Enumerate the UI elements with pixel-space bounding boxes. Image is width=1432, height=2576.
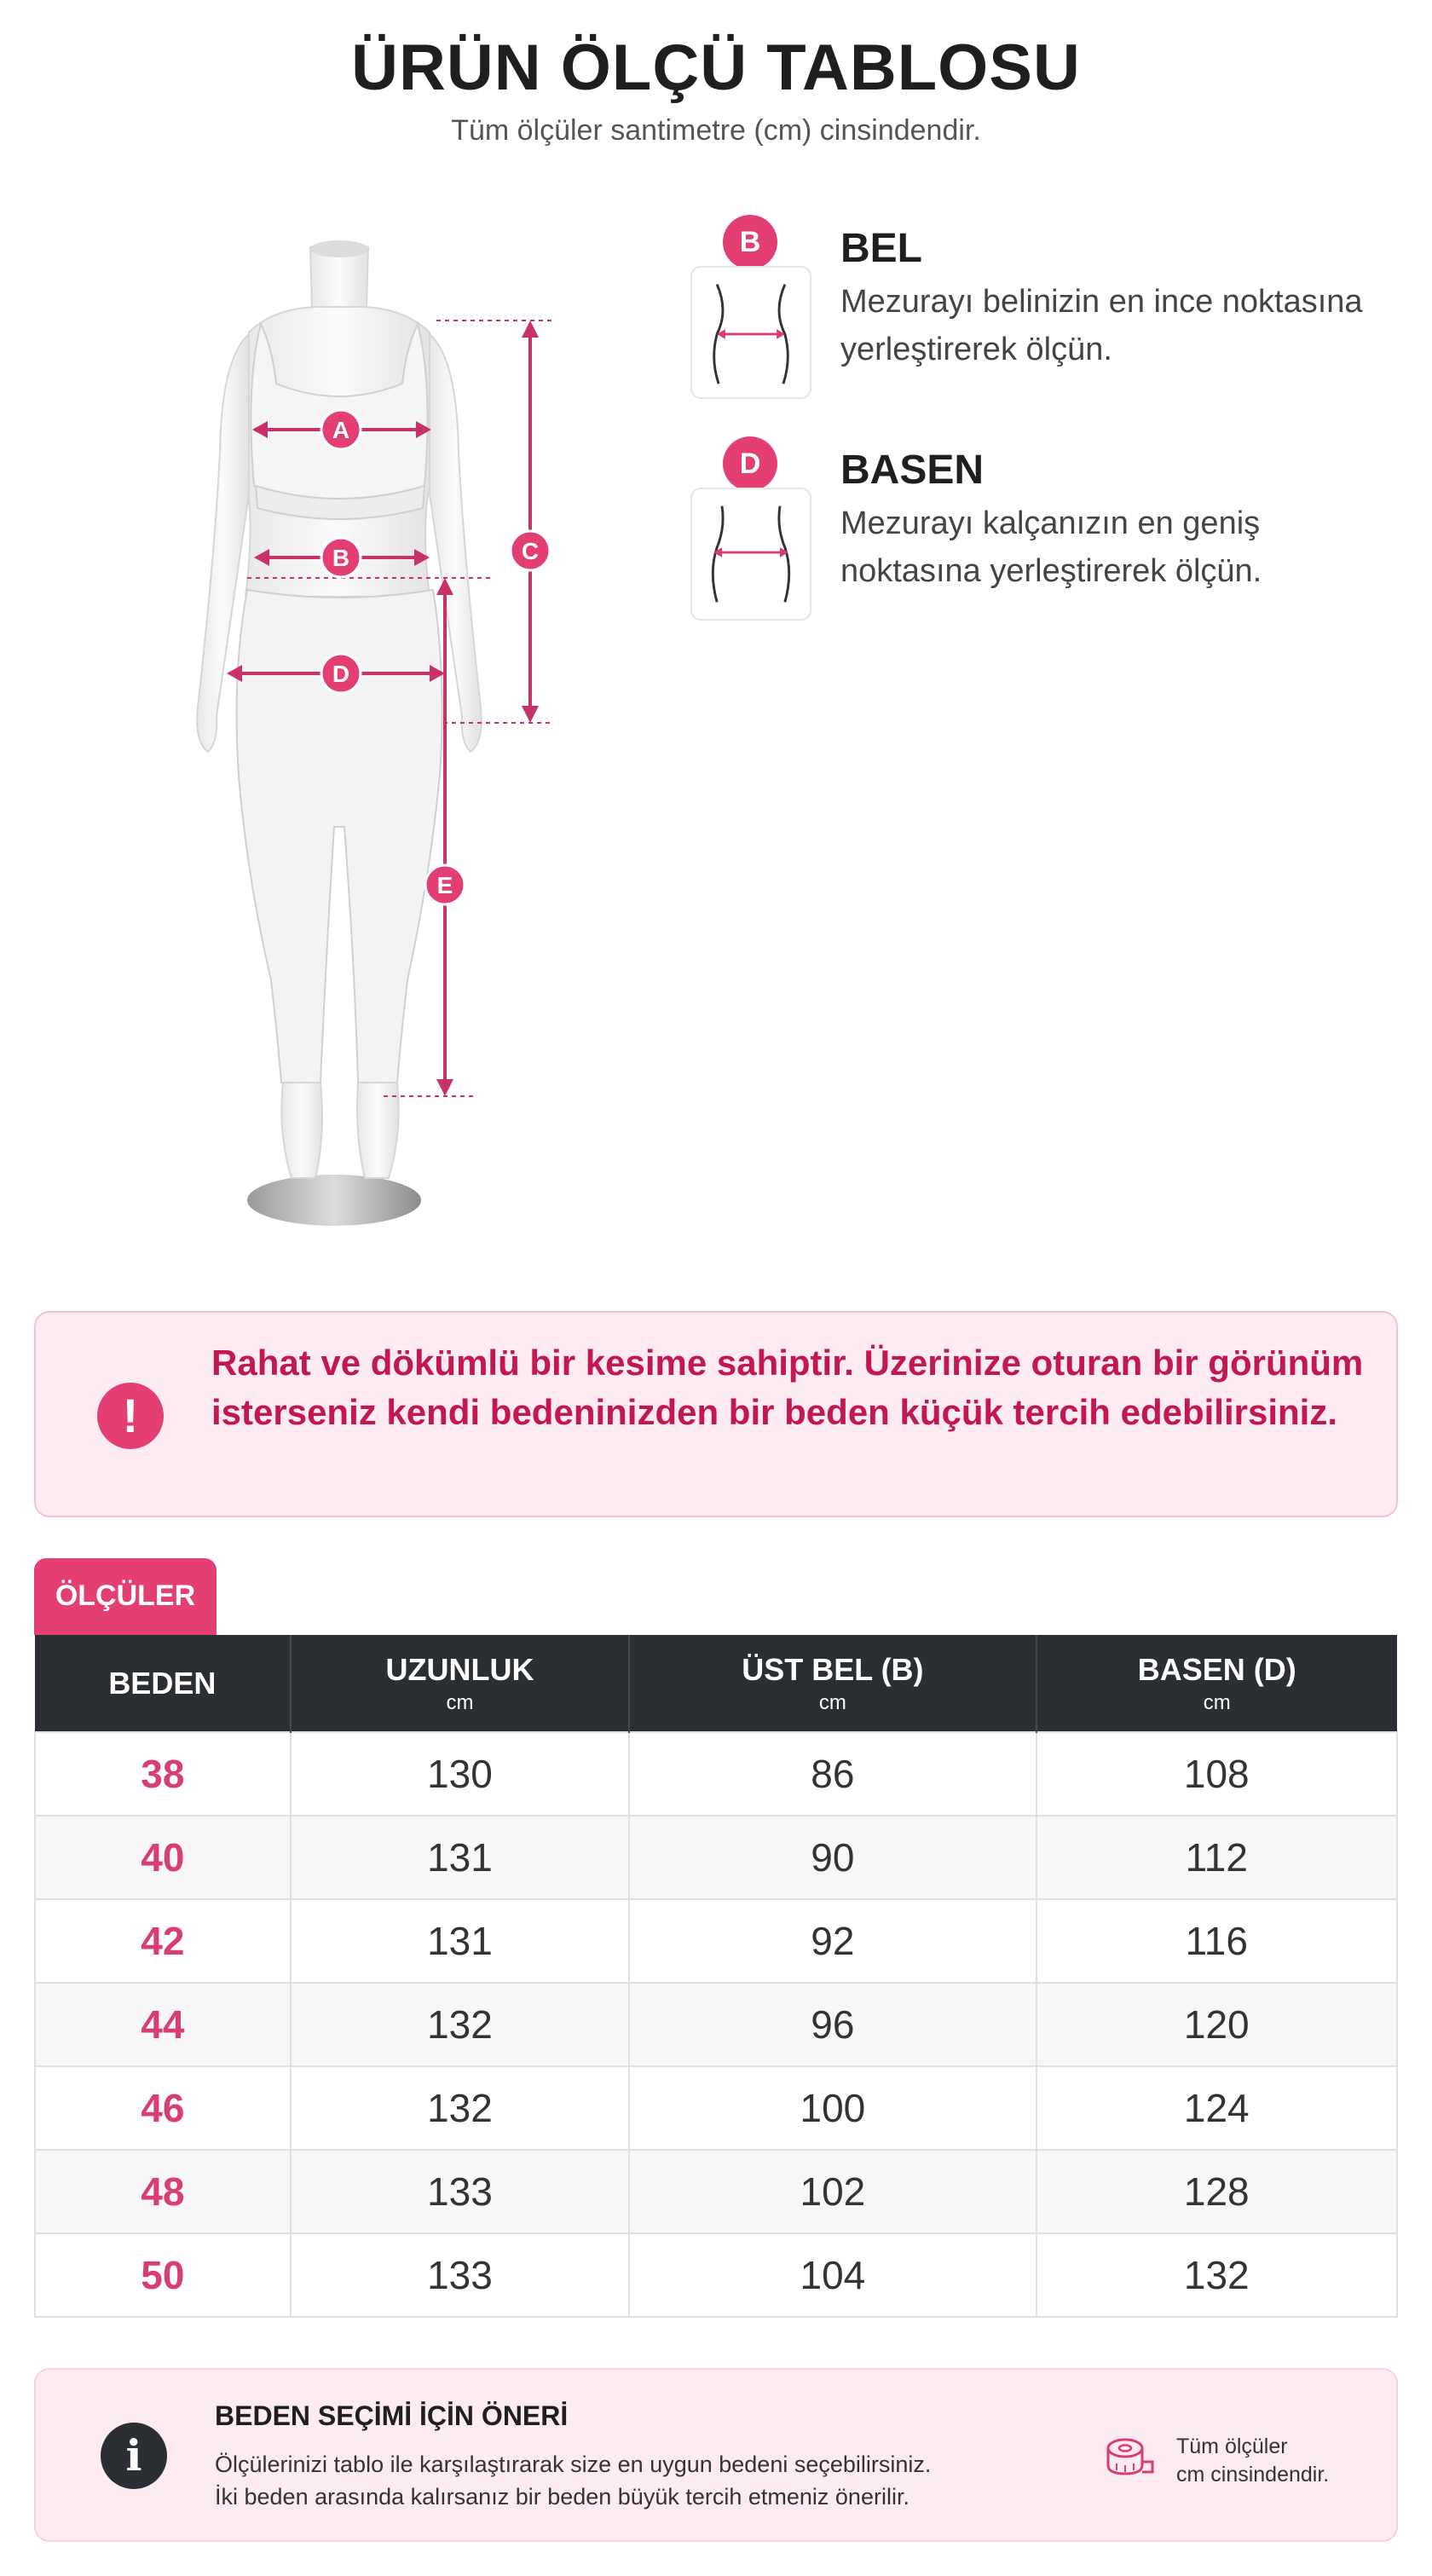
table-row [35,2150,1397,2233]
length-cell: 131 [291,1899,630,1983]
size-cell: 44 [35,1983,291,2066]
guide-hips-title: BASEN [840,448,984,493]
hips-cell: 116 [1036,1899,1397,1983]
table-row [35,1899,1397,1983]
hips-cell: 124 [1036,2066,1397,2150]
exclamation-icon: ! [97,1383,164,1449]
column-header-hips-unit: cm [1203,1690,1231,1714]
guide-waist [690,215,1398,367]
waist-cell: 92 [629,1899,1036,1983]
column-header-hips-label: BASEN (D) [1137,1651,1296,1687]
info-icon: i [101,2423,167,2489]
waist-cell: 90 [629,1816,1036,1899]
guide-waist-title: BEL [840,226,922,271]
table-row [35,1983,1397,2066]
size-table-header [35,1635,1397,1732]
column-header-size-label: BEDEN [108,1665,217,1701]
waist-outline-icon [692,268,810,397]
hips-cell: 132 [1036,2233,1397,2317]
size-cell: 50 [35,2233,291,2317]
table-row [35,1816,1397,1899]
mannequin-figure [102,230,580,1245]
waist-cell: 86 [629,1732,1036,1816]
hips-thumbnail [690,488,811,621]
column-header-length-label: UZUNLUK [385,1651,534,1687]
guide-hips [690,436,1398,589]
units-note [1176,2433,1372,2489]
size-cell: 48 [35,2150,291,2233]
hips-outline-icon [692,489,810,619]
size-cell: 46 [35,2066,291,2150]
marker-c-label: C [521,538,540,564]
table-row [35,2066,1397,2150]
units-note-line-2: cm cinsindendir. [1176,2463,1330,2486]
column-header-length-unit: cm [446,1690,474,1714]
waist-cell: 104 [629,2233,1036,2317]
hips-cell: 120 [1036,1983,1397,2066]
size-cell: 40 [35,1816,291,1899]
hips-cell: 128 [1036,2150,1397,2233]
length-cell: 132 [291,1983,630,2066]
mannequin-illustration [102,230,580,1245]
page-title: ÜRÜN ÖLÇÜ TABLOSU [351,32,1081,104]
page-subtitle: Tüm ölçüler santimetre (cm) cinsindendir. [451,114,981,147]
size-tip-line-1: Ölçülerinizi tablo ile karşılaştırarak size en uygun bedeni seçebilirsiniz. [215,2452,932,2477]
guide-waist-text: Mezurayı belinizin en ince noktasına yerleştirerek ölçün. [840,284,1363,367]
marker-a-label: A [332,417,350,443]
marker-e-label: E [436,872,453,898]
length-cell: 131 [291,1816,630,1899]
column-header-waist [629,1635,1036,1732]
size-cell: 38 [35,1732,291,1816]
marker-b-label: B [332,545,350,571]
column-header-length [291,1635,630,1732]
size-table [34,1635,1398,2318]
column-header-size [35,1635,291,1732]
fit-notice-text: Rahat ve dökümlü bir kesime sahiptir. Üzerinize oturan bir görünüm isterseniz kendi bedeninizden bir beden küçük tercih edebilirsiniz. [211,1343,1364,1432]
size-tip-line-2: İki beden arasında kalırsanız bir beden büyük tercih etmeniz önerilir. [215,2484,909,2510]
table-row [35,1732,1397,1816]
size-tip-title: BEDEN SEÇİMİ İÇİN ÖNERİ [215,2400,569,2431]
column-header-waist-unit: cm [818,1690,846,1714]
measurements-tab: ÖLÇÜLER [34,1558,217,1635]
hips-cell: 112 [1036,1816,1397,1899]
column-header-waist-label: ÜST BEL (B) [742,1651,924,1687]
guide-waist-badge: B [723,215,777,269]
guide-hips-badge: D [723,436,777,491]
hips-cell: 108 [1036,1732,1397,1816]
waist-cell: 100 [629,2066,1036,2150]
guide-hips-text: Mezurayı kalçanızın en geniş noktasına yerleştirerek ölçün. [840,505,1262,589]
length-cell: 130 [291,1732,630,1816]
length-cell: 132 [291,2066,630,2150]
measuring-tape-icon [1101,2431,1156,2486]
units-note-line-1: Tüm ölçüler [1176,2434,1288,2458]
waist-cell: 96 [629,1983,1036,2066]
length-cell: 133 [291,2150,630,2233]
length-cell: 133 [291,2233,630,2317]
column-header-hips [1036,1635,1397,1732]
table-row [35,2233,1397,2317]
size-cell: 42 [35,1899,291,1983]
size-tip-box [34,2368,1398,2542]
fit-notice [34,1311,1398,1517]
waist-thumbnail [690,266,811,399]
marker-d-label: D [332,661,350,687]
waist-cell: 102 [629,2150,1036,2233]
